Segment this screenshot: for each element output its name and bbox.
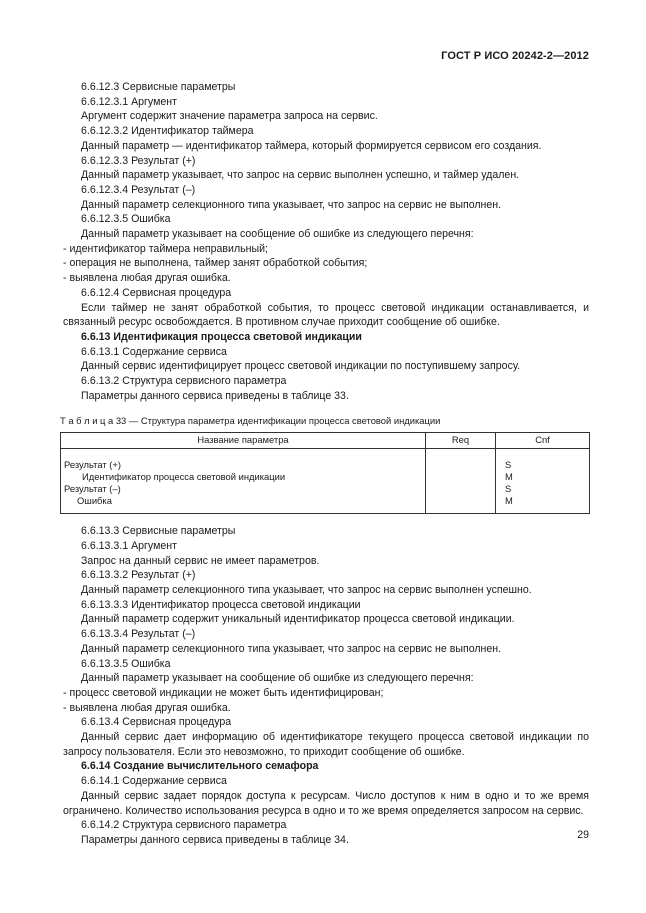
paragraph: Данный параметр указывает на сообщение об ошибке из следующего перечня: bbox=[81, 228, 474, 241]
table-req-cell bbox=[426, 449, 496, 514]
table-row-cnf: S bbox=[505, 459, 512, 471]
paragraph: 6.6.12.3.5 Ошибка bbox=[81, 213, 171, 226]
section-heading: 6.6.14 Создание вычислительного семафора bbox=[81, 760, 319, 773]
paragraph: 6.6.13.2 Структура сервисного параметра bbox=[81, 375, 287, 388]
paragraph: 6.6.13.4 Сервисная процедура bbox=[81, 716, 232, 729]
paragraph: 6.6.13.3.4 Результат (–) bbox=[81, 628, 196, 641]
table-header-cnf: Cnf bbox=[496, 433, 590, 449]
paragraph: Аргумент содержит значение параметра запроса на сервис. bbox=[81, 110, 378, 123]
table-row-name: Ошибка bbox=[77, 495, 112, 507]
paragraph: Параметры данного сервиса приведены в таблице 33. bbox=[81, 389, 349, 402]
paragraph: 6.6.13.3.2 Результат (+) bbox=[81, 569, 196, 582]
page-number: 29 bbox=[577, 829, 589, 841]
paragraph: 6.6.13.3.1 Аргумент bbox=[81, 539, 177, 552]
paragraph: Данный сервис дает информацию об идентификаторе текущего процесса световой индикации по запросу пользователя. Если это невозможно, то приходит сообщение об ошибке. bbox=[63, 731, 589, 758]
section-6-6-13-3 bbox=[63, 524, 589, 759]
paragraph: 6.6.13.3 Сервисные параметры bbox=[81, 525, 236, 538]
paragraph: 6.6.12.3.2 Идентификатор таймера bbox=[81, 125, 254, 138]
paragraph: Данный параметр указывает на сообщение об ошибке из следующего перечня: bbox=[81, 672, 474, 685]
document-header: ГОСТ Р ИСО 20242-2—2012 bbox=[441, 50, 589, 62]
paragraph: Данный параметр селекционного типа указывает, что запрос на сервис не выполнен. bbox=[81, 198, 502, 211]
paragraph: Запрос на данный сервис не имеет параметров. bbox=[81, 554, 320, 567]
table-cnf-cell bbox=[496, 449, 590, 514]
paragraph: 6.6.14.1 Содержание сервиса bbox=[81, 775, 227, 788]
paragraph: Если таймер не занят обработкой события, то процесс световой индикации останавливается, и связанный ресурс освобождается. В противном случае приходит сообщение об ошибке. bbox=[63, 301, 589, 329]
table-header-req: Req bbox=[426, 433, 496, 449]
table-header-name: Название параметра bbox=[61, 433, 426, 449]
table-row-cnf: S bbox=[505, 483, 512, 495]
paragraph: 6.6.13.1 Содержание сервиса bbox=[81, 345, 227, 358]
paragraph: Данный сервис задает порядок доступа к ресурсам. Число доступов к ним в одно и то же время ограничено. Количество использования ресурса в одно и то же время определяется запросом на сервис. bbox=[63, 789, 589, 817]
paragraph: 6.6.12.3.1 Аргумент bbox=[81, 95, 177, 108]
table-row-cnf: M bbox=[505, 495, 513, 507]
paragraph: Данный параметр — идентификатор таймера, который формируется сервисом его создания. bbox=[81, 139, 542, 152]
paragraph: Данный параметр селекционного типа указывает, что запрос на сервис выполнен успешно. bbox=[81, 583, 532, 596]
list-item: - идентификатор таймера неправильный; bbox=[63, 242, 268, 255]
list-item: - выявлена любая другая ошибка. bbox=[63, 272, 231, 285]
section-heading: 6.6.13 Идентификация процесса световой индикации bbox=[81, 330, 362, 343]
paragraph: Данный параметр селекционного типа указывает, что запрос на сервис не выполнен. bbox=[81, 642, 502, 655]
table-row-name: Результат (–) bbox=[64, 483, 121, 495]
paragraph: Параметры данного сервиса приведены в таблице 34. bbox=[81, 833, 349, 846]
table-caption: Т а б л и ц а 33 — Структура параметра идентификации процесса световой индикации bbox=[60, 415, 441, 427]
table-row-name: Результат (+) bbox=[64, 459, 121, 471]
paragraph: Данный параметр содержит уникальный идентификатор процесса световой индикации. bbox=[81, 613, 515, 626]
page-content bbox=[60, 80, 589, 848]
paragraph: 6.6.14.2 Структура сервисного параметра bbox=[81, 819, 287, 832]
paragraph: Данный сервис идентифицирует процесс световой индикации по поступившему запросу. bbox=[81, 360, 521, 373]
parameter-table bbox=[60, 432, 590, 514]
list-item: - процесс световой индикации не может быть идентифицирован; bbox=[63, 686, 384, 699]
paragraph: 6.6.12.4 Сервисная процедура bbox=[81, 286, 232, 299]
paragraph: 6.6.13.3.5 Ошибка bbox=[81, 657, 171, 670]
table-name-cell bbox=[61, 449, 426, 514]
paragraph: 6.6.12.3.4 Результат (–) bbox=[81, 183, 196, 196]
paragraph: 6.6.13.3.3 Идентификатор процесса световой индикации bbox=[81, 598, 361, 611]
paragraph: 6.6.12.3 Сервисные параметры bbox=[81, 81, 236, 93]
table-row-cnf: M bbox=[505, 471, 513, 483]
paragraph: 6.6.12.3.3 Результат (+) bbox=[81, 154, 196, 167]
table-row-name: Идентификатор процесса световой индикации bbox=[82, 471, 286, 483]
section-6-6-12-3 bbox=[63, 80, 589, 330]
list-item: - операция не выполнена, таймер занят обработкой события; bbox=[63, 257, 368, 270]
list-item: - выявлена любая другая ошибка. bbox=[63, 701, 231, 714]
paragraph: Данный параметр указывает, что запрос на сервис выполнен успешно, и таймер удален. bbox=[81, 169, 520, 182]
